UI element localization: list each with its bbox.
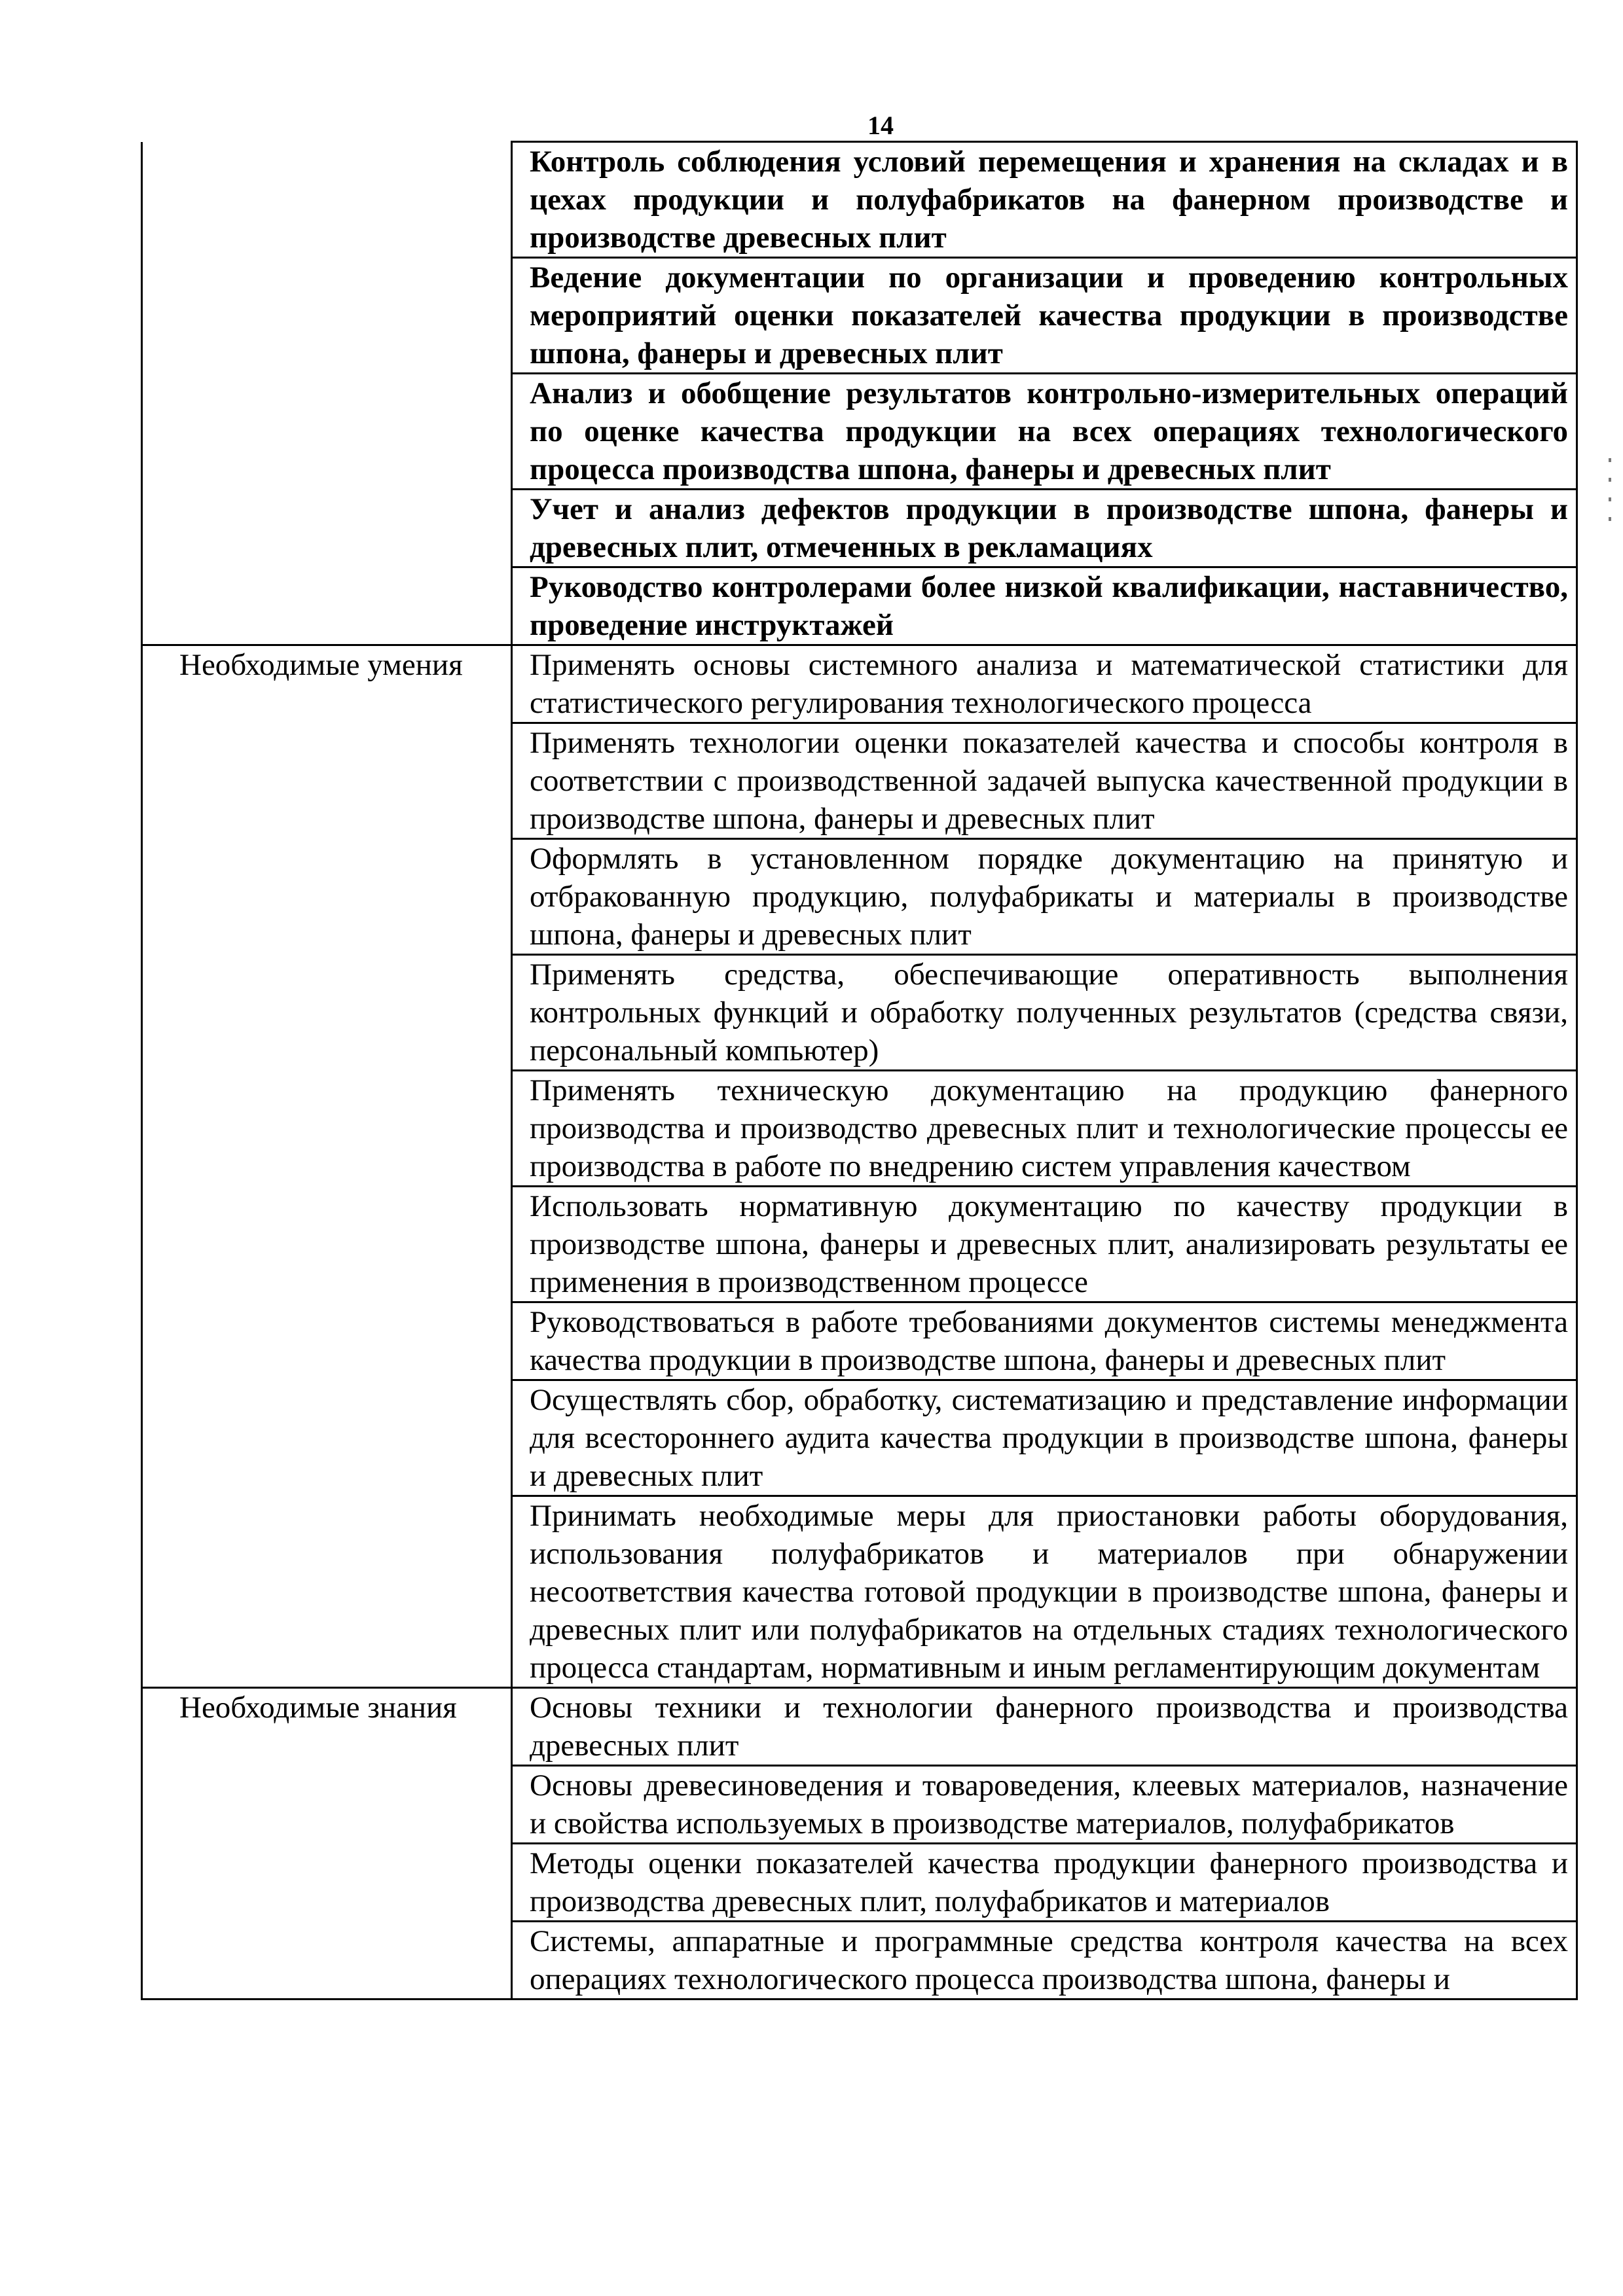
group-label: Необходимые знания — [142, 1688, 512, 2000]
requirement-item: Основы техники и технологии фанерного производства и производства древесных плит — [512, 1688, 1577, 1766]
requirement-item: Руководствоваться в работе требованиями документов системы менеджмента качества продукции в производстве шпона, фанеры и древесных плит — [512, 1302, 1577, 1380]
requirement-item: Принимать необходимые меры для приостановки работы оборудования, использования полуфабрикатов и материалов при обнаружении несоответствия качества готовой продукции в производстве шпона, фанеры и древесных плит или полуфабрикатов на отдельных стадиях технологического процесса стандартам, нормативным и иным регламентирующим документам — [512, 1496, 1577, 1688]
group-label: Необходимые умения — [142, 645, 512, 1688]
requirement-item: Применять основы системного анализа и математической статистики для статистического регулирования технологического процесса — [512, 645, 1577, 723]
table-row — [142, 142, 1577, 258]
scan-artifact — [1609, 478, 1611, 482]
requirement-item: Применять средства, обеспечивающие оперативность выполнения контрольных функций и обработку полученных результатов (средства связи, персональный компьютер) — [512, 955, 1577, 1071]
requirement-item: Учет и анализ дефектов продукции в производстве шпона, фанеры и древесных плит, отмеченных в рекламациях — [512, 490, 1577, 567]
scan-artifact — [1609, 458, 1611, 462]
requirement-item: Методы оценки показателей качества продукции фанерного производства и производства древесных плит, полуфабрикатов и материалов — [512, 1844, 1577, 1922]
requirement-item: Руководство контролерами более низкой квалификации, наставничество, проведение инструктажей — [512, 567, 1577, 645]
requirement-item: Использовать нормативную документацию по качеству продукции в производстве шпона, фанеры и древесных плит, анализировать результаты ее применения в производственном процессе — [512, 1187, 1577, 1302]
requirement-item: Применять техническую документацию на продукцию фанерного производства и производство древесных плит и технологические процессы ее производства в работе по внедрению систем управления качеством — [512, 1071, 1577, 1187]
page-number: 14 — [867, 111, 894, 140]
requirement-item: Основы древесиноведения и товароведения, клеевых материалов, назначение и свойства используемых в производстве материалов, полуфабрикатов — [512, 1766, 1577, 1844]
requirement-item: Ведение документации по организации и проведению контрольных мероприятий оценки показателей качества продукции в производстве шпона, фанеры и древесных плит — [512, 258, 1577, 374]
table-body — [142, 142, 1577, 2000]
requirement-item: Применять технологии оценки показателей качества и способы контроля в соответствии с производственной задачей выпуска качественной продукции в производстве шпона, фанеры и древесных плит — [512, 723, 1577, 839]
labor-functions-table — [141, 141, 1578, 2000]
requirement-item: Контроль соблюдения условий перемещения и хранения на складах и в цехах продукции и полуфабрикатов на фанерном производстве и производстве древесных плит — [512, 142, 1577, 258]
table-row — [142, 1688, 1577, 1766]
requirement-item: Осуществлять сбор, обработку, систематизацию и представление информации для всестороннего аудита качества продукции в производстве шпона, фанеры и древесных плит — [512, 1380, 1577, 1496]
requirement-item: Оформлять в установленном порядке документацию на принятую и отбракованную продукцию, полуфабрикаты и материалы в производстве шпона, фанеры и древесных плит — [512, 839, 1577, 955]
requirement-item: Системы, аппаратные и программные средства контроля качества на всех операциях технологического процесса производства шпона, фанеры и — [512, 1922, 1577, 2000]
table-row — [142, 645, 1577, 723]
scan-artifact — [1609, 517, 1611, 521]
requirement-item: Анализ и обобщение результатов контрольно-измерительных операций по оценке качества продукции на всех операциях технологического процесса производства шпона, фанеры и древесных плит — [512, 374, 1577, 490]
group-label — [142, 142, 512, 645]
scan-artifact — [1609, 497, 1611, 501]
